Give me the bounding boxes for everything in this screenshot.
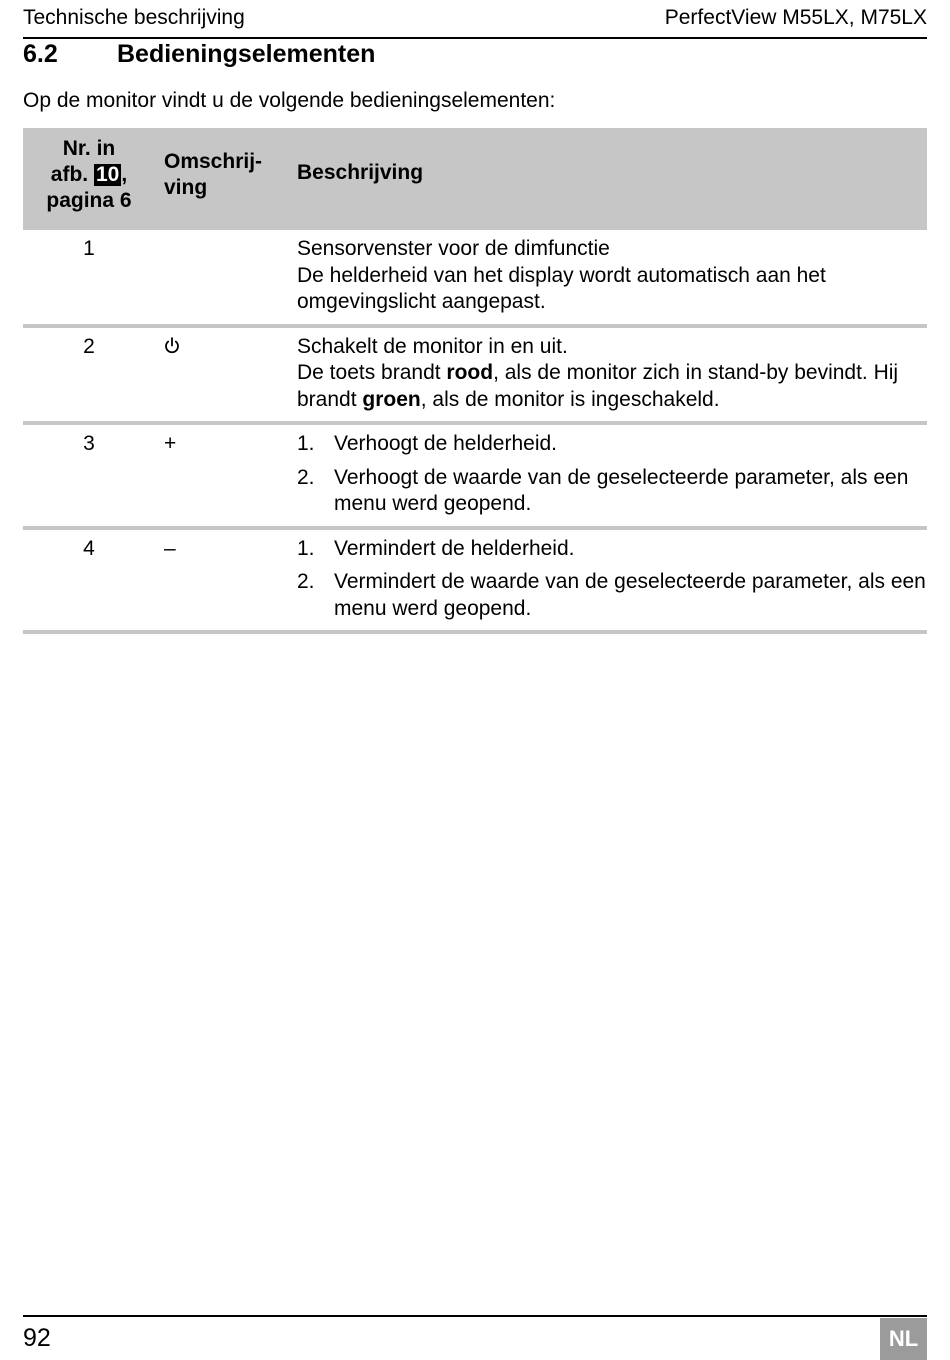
page-number: 92 (23, 1324, 51, 1352)
header-nr-comma: , (121, 163, 128, 186)
list-item-number: 1. (297, 536, 315, 560)
power-icon (164, 337, 180, 355)
table-row (23, 425, 927, 530)
color-green-label: groen (362, 387, 421, 411)
row-description (297, 530, 927, 631)
figure-reference-badge: 10 (95, 163, 120, 186)
header-nr-line1: Nr. in (62, 137, 116, 160)
list-item (297, 536, 927, 563)
header-omschrijving-line2: ving (164, 176, 208, 199)
header-omschrijving (164, 149, 262, 201)
header-omschrijving-line1: Omschrij- (164, 150, 263, 173)
table-row (23, 530, 927, 635)
list-item-number: 2. (297, 465, 315, 489)
footer-divider (23, 1315, 927, 1317)
running-header-left: Technische beschrijving (23, 6, 245, 29)
section-number: 6.2 (23, 40, 58, 68)
header-nr (23, 136, 155, 214)
description-line: Sensorvenster voor de dimfunctie (297, 237, 610, 260)
row-number: 1 (83, 237, 95, 260)
row-symbol (164, 334, 180, 361)
controls-table (23, 128, 927, 634)
list-item-number: 1. (297, 432, 315, 455)
list-item-text: Verhoogt de waarde van de geselecteerde parameter, als een menu werd geopend. (334, 465, 909, 515)
description-text: , als de monitor zich in stand-by bevindt. Hij brandt (297, 361, 899, 411)
list-item (297, 465, 927, 518)
row-number: 3 (83, 432, 95, 455)
section-heading (23, 40, 375, 69)
list-item-text: Vermindert de waarde van de geselecteerde parameter, als een menu werd geopend. (334, 570, 926, 620)
table-header (23, 128, 927, 230)
list-item-text: Vermindert de helderheid. (334, 536, 575, 560)
description-line (297, 360, 927, 413)
row-symbol: + (164, 432, 177, 455)
list-item-number: 2. (297, 570, 315, 593)
language-badge: NL (880, 1318, 927, 1360)
header-nr-line2 (23, 162, 155, 188)
running-header-right: PerfectView M55LX, M75LX (664, 6, 927, 29)
row-symbol: – (164, 536, 176, 560)
header-divider (23, 37, 927, 39)
section-title: Bedieningselementen (117, 40, 376, 68)
intro-text: Op de monitor vindt u de volgende bedieningselementen: (23, 89, 556, 112)
row-number: 4 (83, 536, 95, 560)
color-red-label: rood (446, 361, 494, 384)
description-line: De helderheid van het display wordt automatisch aan het omgevingslicht aangepast. (297, 263, 826, 313)
description-text: De toets brandt (297, 361, 447, 384)
table-row (23, 328, 927, 426)
list-item (297, 431, 927, 458)
list-item (297, 569, 927, 622)
header-nr-afb: afb. (50, 163, 89, 186)
table-row (23, 230, 927, 328)
description-text: , als de monitor is ingeschakeld. (420, 387, 720, 411)
row-description (297, 425, 927, 526)
list-item-text: Verhoogt de helderheid. (334, 432, 558, 455)
header-beschrijving: Beschrijving (297, 161, 424, 184)
row-description (297, 230, 927, 324)
header-nr-line3: pagina 6 (46, 189, 132, 212)
row-number: 2 (83, 334, 95, 358)
row-description (297, 328, 927, 422)
description-line: Schakelt de monitor in en uit. (297, 334, 568, 358)
